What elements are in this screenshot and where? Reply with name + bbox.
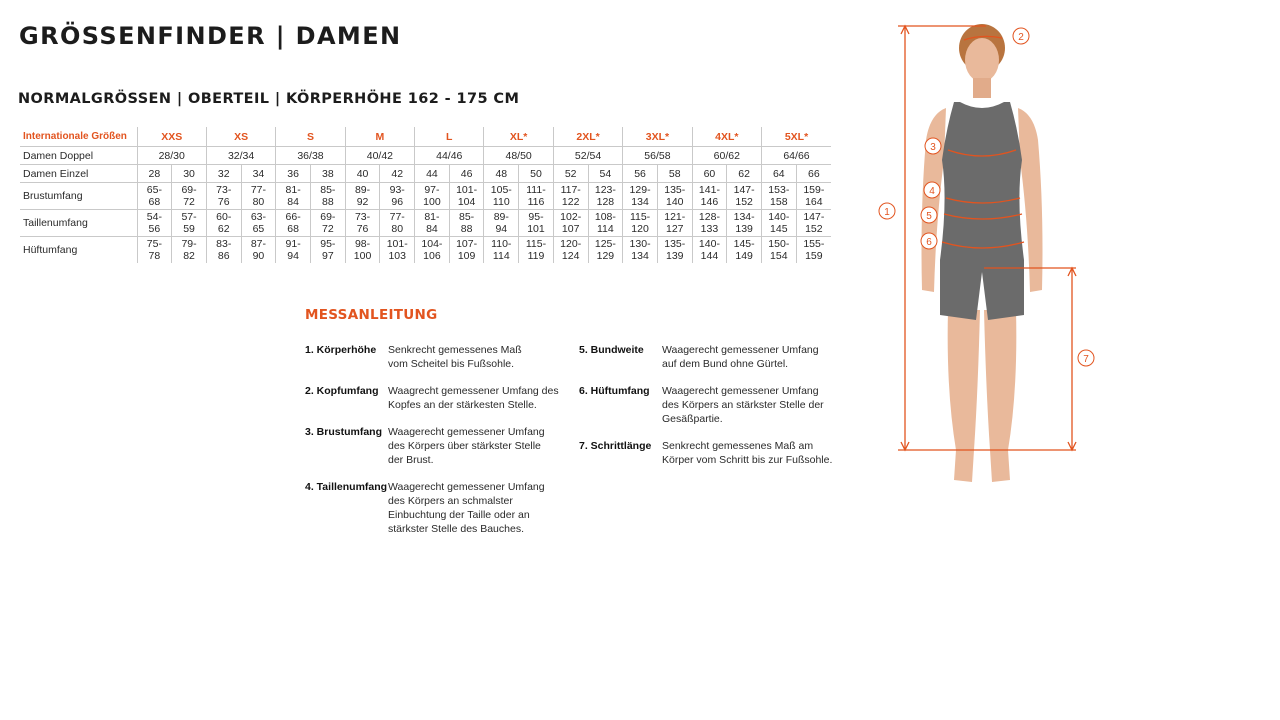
table-cell: 60 — [692, 165, 727, 183]
guide-desc-line: des Körpers an stärkster Stelle der — [662, 399, 824, 411]
table-cell: 56 — [623, 165, 658, 183]
table-cell: 44/46 — [415, 147, 484, 165]
table-cell: 104- 106 — [415, 237, 450, 264]
table-cell: 135- 140 — [657, 183, 692, 210]
table-cell: 147- 152 — [796, 210, 831, 237]
row-label-doppel: Damen Doppel — [20, 147, 137, 165]
guide-term: 5. Bundweite — [579, 344, 644, 356]
table-cell: 60- 62 — [206, 210, 241, 237]
table-cell: 28/30 — [137, 147, 206, 165]
size-header-3xl: 3XL* — [623, 127, 692, 147]
guide-desc-line: Kopfes an der stärkesten Stelle. — [388, 399, 537, 411]
table-cell: 40 — [345, 165, 380, 183]
row-brustumfang — [20, 183, 831, 210]
table-cell: 110- 114 — [484, 237, 519, 264]
guide-term: 3. Brustumfang — [305, 426, 383, 438]
row-label: Hüftumfang — [20, 237, 137, 264]
table-cell: 102- 107 — [553, 210, 588, 237]
table-cell: 117- 122 — [553, 183, 588, 210]
row-label-international: Internationale Größen — [23, 130, 127, 142]
table-cell: 44 — [415, 165, 450, 183]
table-cell: 95- 101 — [519, 210, 554, 237]
guide-term: 4. Taillenumfang — [305, 481, 388, 493]
table-cell: 32 — [206, 165, 241, 183]
table-cell: 130- 134 — [623, 237, 658, 264]
table-cell: 101- 103 — [380, 237, 415, 264]
table-cell: 89- 92 — [345, 183, 380, 210]
guide-desc-line: der Brust. — [388, 454, 434, 466]
guide-desc-line: des Körpers an schmalster — [388, 495, 513, 507]
left-leg — [948, 310, 980, 482]
table-cell: 89- 94 — [484, 210, 519, 237]
table-cell: 73- 76 — [206, 183, 241, 210]
table-cell: 66 — [796, 165, 831, 183]
table-cell: 111- 116 — [519, 183, 554, 210]
head — [965, 38, 999, 82]
table-cell: 135- 139 — [657, 237, 692, 264]
row-label-einzel: Damen Einzel — [20, 165, 137, 183]
row-label: Taillenumfang — [20, 210, 137, 237]
table-cell: 85- 88 — [310, 183, 345, 210]
table-cell: 38 — [310, 165, 345, 183]
row-damen-doppel — [20, 147, 831, 165]
table-cell: 60/62 — [692, 147, 761, 165]
table-cell: 64 — [761, 165, 796, 183]
body-figure — [860, 10, 1120, 500]
guide-title: MESSANLEITUNG — [305, 307, 438, 323]
table-cell: 150- 154 — [761, 237, 796, 264]
table-cell: 107- 109 — [449, 237, 484, 264]
row-international-sizes — [20, 127, 831, 147]
marker-2: 2 — [1018, 32, 1024, 43]
guide-desc-line: stärkster Stelle des Bauches. — [388, 523, 524, 535]
page-title: GRÖSSENFINDER | DAMEN — [19, 22, 402, 50]
row-h-ftumfang — [20, 237, 831, 264]
table-cell: 56/58 — [623, 147, 692, 165]
guide-term: 2. Kopfumfang — [305, 385, 379, 397]
table-cell: 128- 133 — [692, 210, 727, 237]
row-label: Brustumfang — [20, 183, 137, 210]
table-cell: 97- 100 — [415, 183, 450, 210]
table-cell: 77- 80 — [380, 210, 415, 237]
table-cell: 52 — [553, 165, 588, 183]
table-cell: 36 — [276, 165, 311, 183]
table-cell: 83- 86 — [206, 237, 241, 264]
table-cell: 115- 119 — [519, 237, 554, 264]
table-cell: 73- 76 — [345, 210, 380, 237]
table-cell: 145- 149 — [727, 237, 762, 264]
table-cell: 140- 144 — [692, 237, 727, 264]
size-header-4xl: 4XL* — [692, 127, 761, 147]
table-cell: 64/66 — [761, 147, 831, 165]
row-damen-einzel — [20, 165, 831, 183]
size-header-5xl: 5XL* — [761, 127, 831, 147]
table-cell: 46 — [449, 165, 484, 183]
guide-desc-line: des Körpers über stärkster Stelle — [388, 440, 541, 452]
table-cell: 105- 110 — [484, 183, 519, 210]
marker-5: 5 — [926, 211, 932, 222]
table-cell: 54- 56 — [137, 210, 172, 237]
guide-term: 7. Schrittlänge — [579, 440, 652, 452]
table-cell: 28 — [137, 165, 172, 183]
neck — [973, 78, 991, 98]
table-cell: 66- 68 — [276, 210, 311, 237]
guide-desc-line: Einbuchtung der Taille oder an — [388, 509, 530, 521]
table-cell: 63- 65 — [241, 210, 276, 237]
table-cell: 69- 72 — [310, 210, 345, 237]
table-cell: 134- 139 — [727, 210, 762, 237]
table-cell: 91- 94 — [276, 237, 311, 264]
right-leg — [984, 310, 1016, 482]
table-cell: 77- 80 — [241, 183, 276, 210]
marker-4: 4 — [929, 186, 935, 197]
table-cell: 75- 78 — [137, 237, 172, 264]
size-header-2xl: 2XL* — [553, 127, 622, 147]
table-cell: 140- 145 — [761, 210, 796, 237]
table-cell: 129- 134 — [623, 183, 658, 210]
guide-desc-line: auf dem Bund ohne Gürtel. — [662, 358, 789, 370]
table-cell: 62 — [727, 165, 762, 183]
table-cell: 36/38 — [276, 147, 345, 165]
guide-desc-line: Gesäßpartie. — [662, 413, 723, 425]
guide-desc-line: Waagrecht gemessener Umfang des — [388, 385, 559, 397]
size-header-xl: XL* — [484, 127, 553, 147]
table-cell: 48 — [484, 165, 519, 183]
table-cell: 159- 164 — [796, 183, 831, 210]
table-cell: 153- 158 — [761, 183, 796, 210]
marker-1: 1 — [884, 207, 890, 218]
table-cell: 57- 59 — [172, 210, 207, 237]
size-header-m: M — [345, 127, 414, 147]
table-cell: 50 — [519, 165, 554, 183]
size-header-l: L — [415, 127, 484, 147]
size-header-xxs: XXS — [137, 127, 206, 147]
guide-term: 6. Hüftumfang — [579, 385, 650, 397]
table-cell: 52/54 — [553, 147, 622, 165]
table-cell: 30 — [172, 165, 207, 183]
table-cell: 101- 104 — [449, 183, 484, 210]
table-cell: 87- 90 — [241, 237, 276, 264]
table-cell: 120- 124 — [553, 237, 588, 264]
table-cell: 115- 120 — [623, 210, 658, 237]
size-header-s: S — [276, 127, 345, 147]
table-cell: 85- 88 — [449, 210, 484, 237]
table-cell: 42 — [380, 165, 415, 183]
table-cell: 32/34 — [206, 147, 275, 165]
guide-desc-line: Waagerecht gemessener Umfang — [662, 344, 819, 356]
table-cell: 125- 129 — [588, 237, 623, 264]
table-cell: 58 — [657, 165, 692, 183]
garment — [940, 102, 1024, 320]
guide-desc-line: Körper vom Schritt bis zur Fußsohle. — [662, 454, 833, 466]
table-cell: 54 — [588, 165, 623, 183]
guide-term: 1. Körperhöhe — [305, 344, 377, 356]
table-cell: 65- 68 — [137, 183, 172, 210]
table-cell: 48/50 — [484, 147, 553, 165]
table-cell: 147- 152 — [727, 183, 762, 210]
table-cell: 34 — [241, 165, 276, 183]
table-cell: 79- 82 — [172, 237, 207, 264]
table-cell: 98- 100 — [345, 237, 380, 264]
table-cell: 108- 114 — [588, 210, 623, 237]
table-cell: 155- 159 — [796, 237, 831, 264]
table-cell: 95- 97 — [310, 237, 345, 264]
guide-desc-line: Waagerecht gemessener Umfang — [388, 426, 545, 438]
table-cell: 81- 84 — [276, 183, 311, 210]
guide-desc-line: Senkrecht gemessenes Maß am — [662, 440, 814, 452]
table-cell: 121- 127 — [657, 210, 692, 237]
section-title: NORMALGRÖSSEN | OBERTEIL | KÖRPERHÖHE 162 - 175 CM — [18, 91, 520, 107]
table-cell: 141- 146 — [692, 183, 727, 210]
table-cell: 81- 84 — [415, 210, 450, 237]
guide-desc-line: Waagerecht gemessener Umfang — [662, 385, 819, 397]
size-table — [20, 127, 831, 263]
marker-3: 3 — [930, 142, 936, 153]
guide-desc-line: vom Scheitel bis Fußsohle. — [388, 358, 515, 370]
marker-7: 7 — [1083, 354, 1089, 365]
guide-desc-line: Senkrecht gemessenes Maß — [388, 344, 522, 356]
table-cell: 69- 72 — [172, 183, 207, 210]
marker-6: 6 — [926, 237, 932, 248]
table-cell: 93- 96 — [380, 183, 415, 210]
row-taillenumfang — [20, 210, 831, 237]
table-cell: 40/42 — [345, 147, 414, 165]
table-cell: 123- 128 — [588, 183, 623, 210]
guide-desc-line: Waagerecht gemessener Umfang — [388, 481, 545, 493]
size-header-xs: XS — [206, 127, 275, 147]
